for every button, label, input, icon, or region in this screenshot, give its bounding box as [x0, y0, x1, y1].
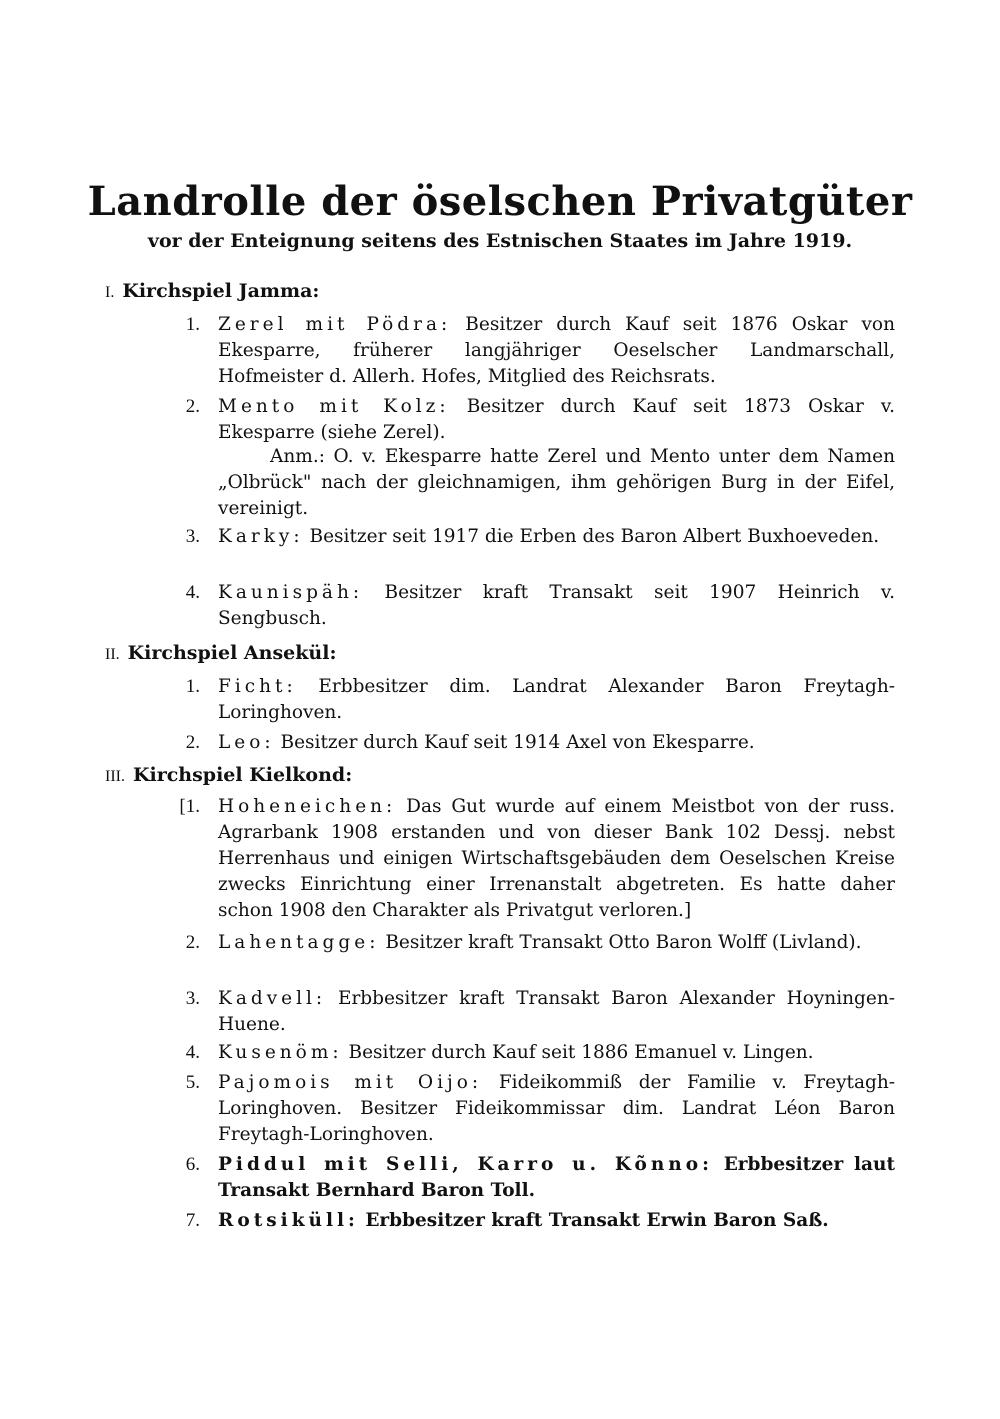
- entry-number: 1.: [185, 314, 200, 335]
- section-label: Kirchspiel Ansekül:: [127, 642, 337, 664]
- entry-leo: [170, 730, 895, 756]
- entry-number: 5.: [185, 1072, 200, 1093]
- entry-mento: [170, 394, 895, 446]
- estate-name: Piddul mit Selli, Karro u. Kõnno:: [218, 1154, 713, 1175]
- entry-number: 4.: [185, 582, 200, 603]
- section-heading-kielkond: [105, 764, 905, 786]
- entry-piddul: [170, 1152, 895, 1204]
- entry-text: Fideikommiß der Familie v. Freytagh-Loringhoven. Besitzer Fideikommissar dim. Landrat Léon Baron Freytagh-Loringhoven.: [218, 1072, 895, 1145]
- entry-text: Besitzer kraft Transakt Otto Baron Wolff (Livland).: [385, 932, 862, 953]
- estate-name: Rotsiküll:: [218, 1210, 359, 1231]
- estate-name: Ficht:: [218, 676, 297, 697]
- section-heading-jamma: [105, 280, 905, 302]
- estate-name: Leo:: [218, 732, 275, 753]
- entry-ficht: [170, 674, 895, 726]
- entry-text: Besitzer durch Kauf seit 1873 Oskar v. Ekesparre (siehe Zerel).: [218, 396, 895, 443]
- entry-lahentagge: [170, 930, 895, 956]
- entry-text: Erbbesitzer dim. Landrat Alexander Baron Freytagh-Loringhoven.: [218, 676, 896, 723]
- annotation-note: Anm.: O. v. Ekesparre hatte Zerel und Mento unter dem Namen „Olbrück" nach der gleichnamigen, ihm gehörigen Burg in der Eifel, vereinigt.: [218, 446, 895, 519]
- section-number: III.: [105, 768, 125, 785]
- entry-pajomois: [170, 1070, 895, 1148]
- entry-text: Besitzer durch Kauf seit 1914 Axel von Ekesparre.: [280, 732, 755, 753]
- section-number: II.: [105, 646, 120, 663]
- entry-number: 4.: [185, 1042, 200, 1063]
- section-label: Kirchspiel Jamma:: [122, 280, 320, 302]
- estate-name: Kaunispäh:: [218, 582, 364, 603]
- entry-rotsikuell: [170, 1208, 895, 1234]
- entry-number: 2.: [185, 396, 200, 417]
- entry-text: Das Gut wurde auf einem Meistbot von der russ. Agrarbank 1908 erstanden und von dieser Bank 102 Dessj. nebst Herrenhaus und einigen Wirtschaftsgebäuden dem Oeselschen Kreise zwecks Einrichtung einer Irrenanstalt abgetreten. Es hatte daher schon 1908 den Charakter als Privatgut verloren.]: [218, 796, 895, 921]
- estate-name: Lahentagge:: [218, 932, 380, 953]
- entry-number: 6.: [185, 1154, 200, 1175]
- page-subtitle: vor der Enteignung seitens des Estnischen Staates im Jahre 1919.: [147, 230, 853, 252]
- entry-text: Besitzer durch Kauf seit 1876 Oskar von Ekesparre, früherer langjähriger Oeselscher Landmarschall, Hofmeister d. Allerh. Hofes, Mitglied des Reichsrats.: [218, 314, 895, 387]
- estate-name: Pajomois mit Oijo:: [218, 1072, 483, 1093]
- entry-karky: [170, 524, 895, 550]
- entry-text: Erbbesitzer laut Transakt Bernhard Baron Toll.: [218, 1154, 896, 1201]
- section-number: I.: [105, 284, 115, 301]
- section-heading-ansekuel: [105, 642, 905, 664]
- estate-name: Zerel mit Pödra:: [218, 314, 452, 335]
- entry-text: Besitzer seit 1917 die Erben des Baron Albert Buxhoeveden.: [309, 526, 880, 547]
- entry-number: [1.: [179, 796, 200, 817]
- entry-text: Erbbesitzer kraft Transakt Baron Alexander Hoyningen-Huene.: [218, 988, 895, 1035]
- entry-hoheneichen: [170, 794, 895, 924]
- estate-name: Mento mit Kolz:: [218, 396, 450, 417]
- estate-name: Karky:: [218, 526, 304, 547]
- entry-text: Besitzer kraft Transakt seit 1907 Heinrich v. Sengbusch.: [218, 582, 895, 629]
- entry-number: 3.: [185, 988, 200, 1009]
- entry-number: 2.: [185, 732, 200, 753]
- entry-zerel: [170, 312, 895, 390]
- entry-number: 2.: [185, 932, 200, 953]
- section-label: Kirchspiel Kielkond:: [132, 764, 353, 786]
- entry-number: 1.: [185, 676, 200, 697]
- entry-text: Besitzer durch Kauf seit 1886 Emanuel v. Lingen.: [348, 1042, 814, 1063]
- entry-text: Erbbesitzer kraft Transakt Erwin Baron Saß.: [365, 1210, 829, 1231]
- page-title: Landrolle der öselschen Privatgüter: [87, 178, 913, 225]
- entry-number: 3.: [185, 526, 200, 547]
- entry-number: 7.: [185, 1210, 200, 1231]
- estate-name: Hoheneichen:: [218, 796, 397, 817]
- entry-kadvell: [170, 986, 895, 1038]
- estate-name: Kadvell:: [218, 988, 327, 1009]
- entry-kusenoem: [170, 1040, 895, 1066]
- estate-name: Kusenöm:: [218, 1042, 343, 1063]
- entry-kaunispaeh: [170, 580, 895, 632]
